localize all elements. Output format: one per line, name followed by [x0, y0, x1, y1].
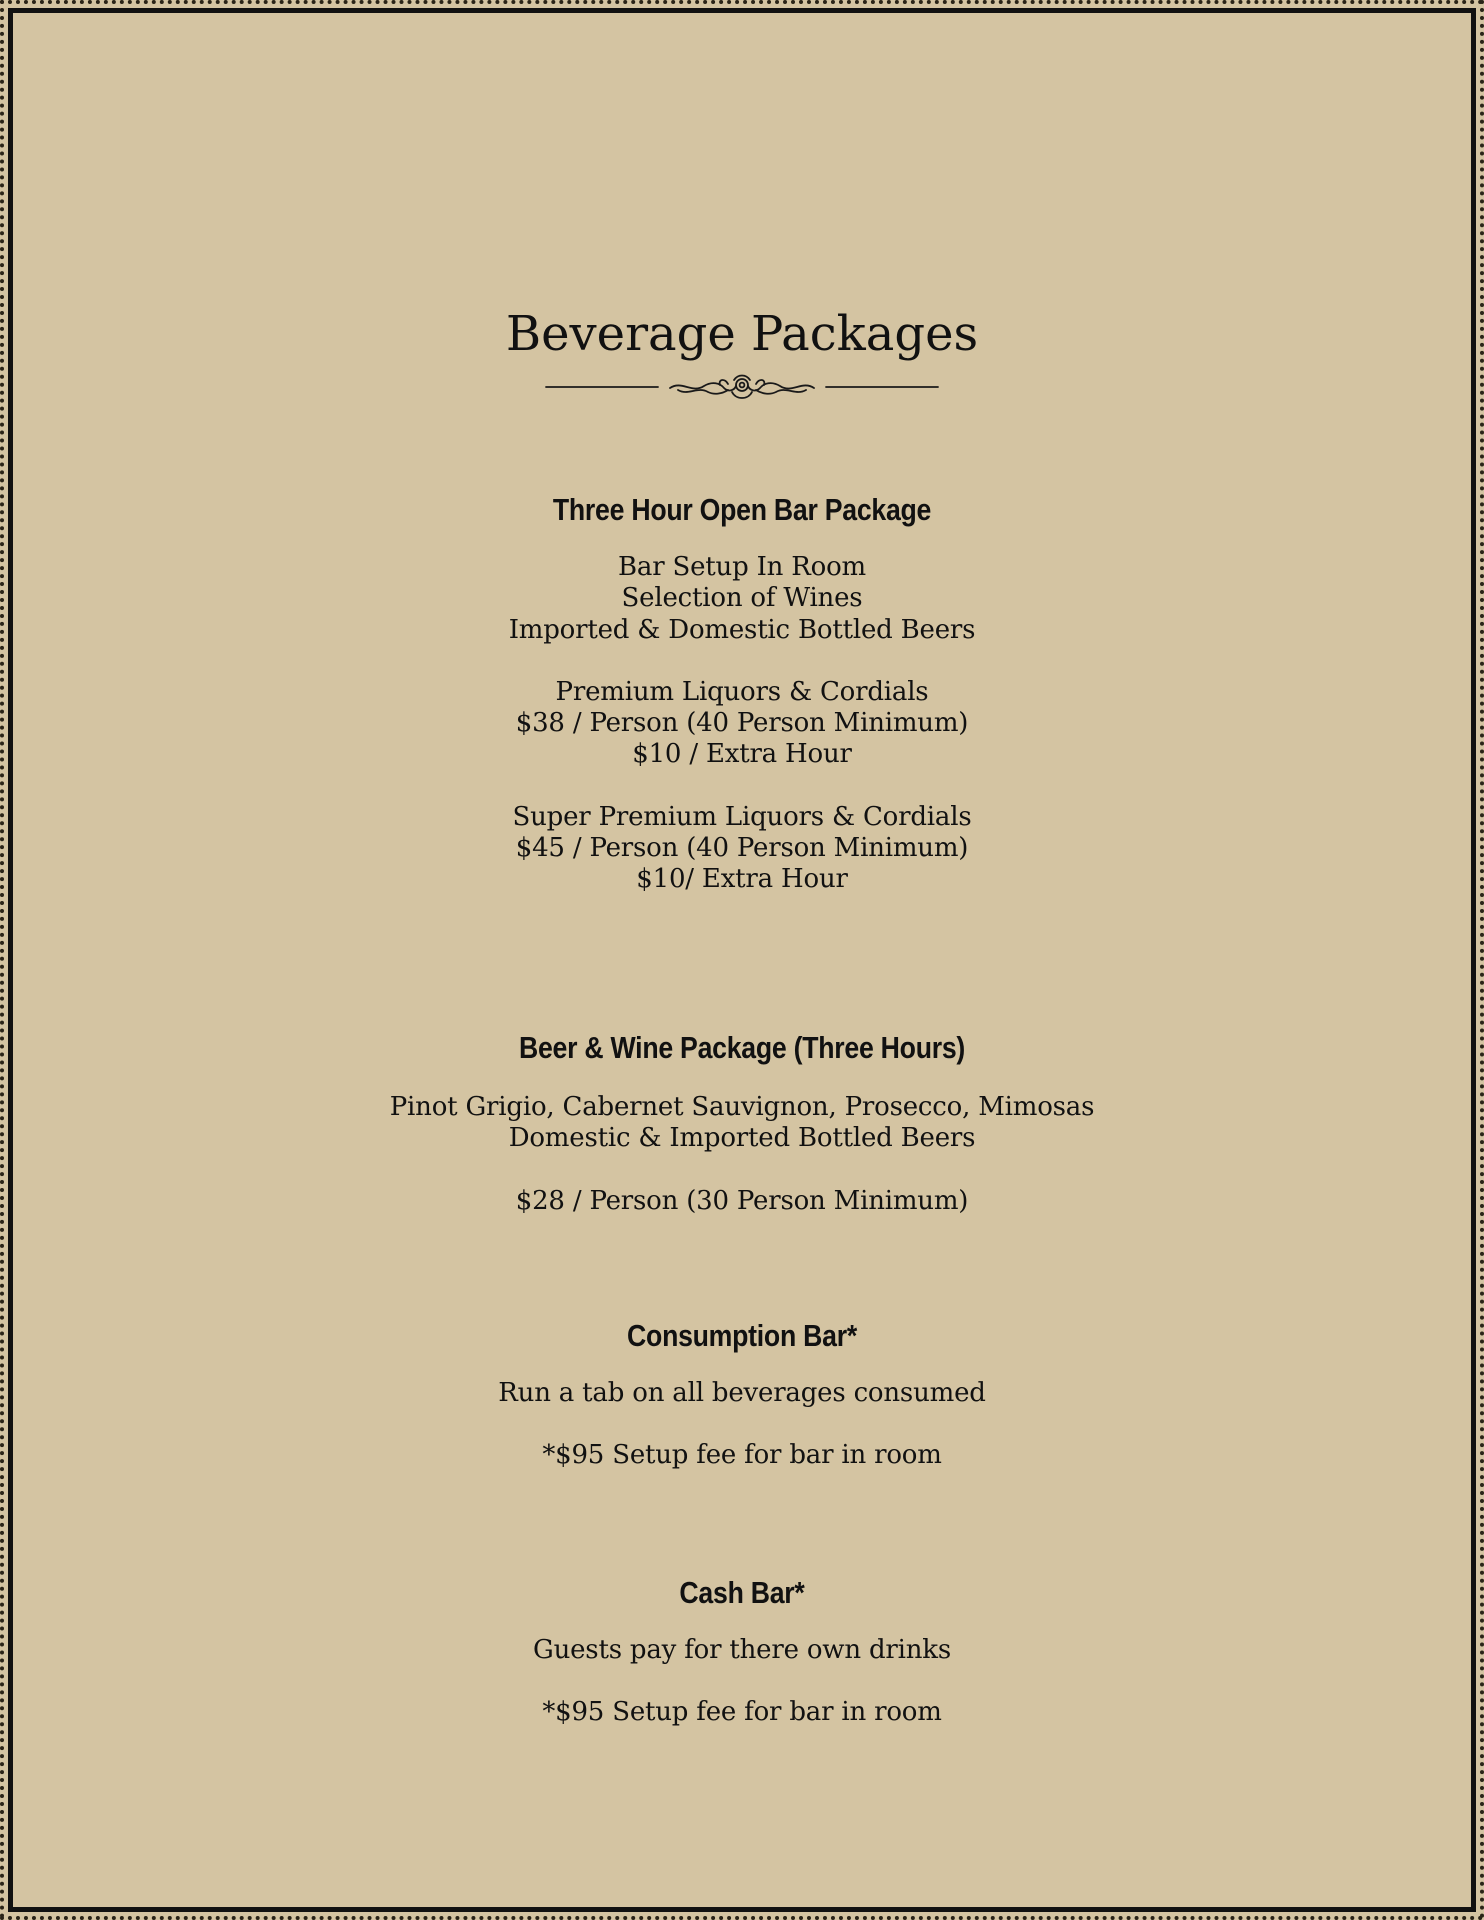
menu-line: Imported & Domestic Bottled Beers — [508, 614, 976, 645]
menu-line: Domestic & Imported Bottled Beers — [508, 1123, 976, 1154]
section-beer-wine — [0, 1028, 1484, 1217]
section-open-bar — [0, 490, 1484, 896]
section-heading: Consumption Bar* — [627, 1318, 857, 1353]
menu-line: Pinot Grigio, Cabernet Sauvignon, Prosecco, Mimosas — [389, 1092, 1095, 1122]
menu-line: Guests pay for there own drinks — [533, 1635, 951, 1665]
price-line: $45 / Person (40 Person Minimum) — [515, 833, 969, 864]
scroll-flourish-divider-icon — [542, 370, 942, 404]
price-line: $10 / Extra Hour — [632, 739, 852, 770]
section-heading: Cash Bar* — [679, 1575, 805, 1610]
price-line: $10/ Extra Hour — [636, 864, 848, 895]
section-heading: Beer & Wine Package (Three Hours) — [518, 1030, 966, 1065]
menu-line: Selection of Wines — [621, 583, 863, 614]
fee-line: *$95 Setup fee for bar in room — [542, 1440, 942, 1471]
menu-line: Bar Setup In Room — [617, 552, 867, 582]
menu-line: Premium Liquors & Cordials — [555, 676, 929, 707]
section-consumption-bar — [0, 1316, 1484, 1472]
section-heading: Three Hour Open Bar Package — [552, 492, 932, 527]
menu-line: Run a tab on all beverages consumed — [498, 1378, 986, 1408]
section-cash-bar — [0, 1573, 1484, 1729]
page-title: Beverage Packages — [505, 306, 979, 362]
menu-line: Super Premium Liquors & Cordials — [512, 801, 972, 832]
price-line: $28 / Person (30 Person Minimum) — [515, 1185, 969, 1216]
fee-line: *$95 Setup fee for bar in room — [542, 1697, 942, 1728]
price-line: $38 / Person (40 Person Minimum) — [515, 708, 969, 739]
